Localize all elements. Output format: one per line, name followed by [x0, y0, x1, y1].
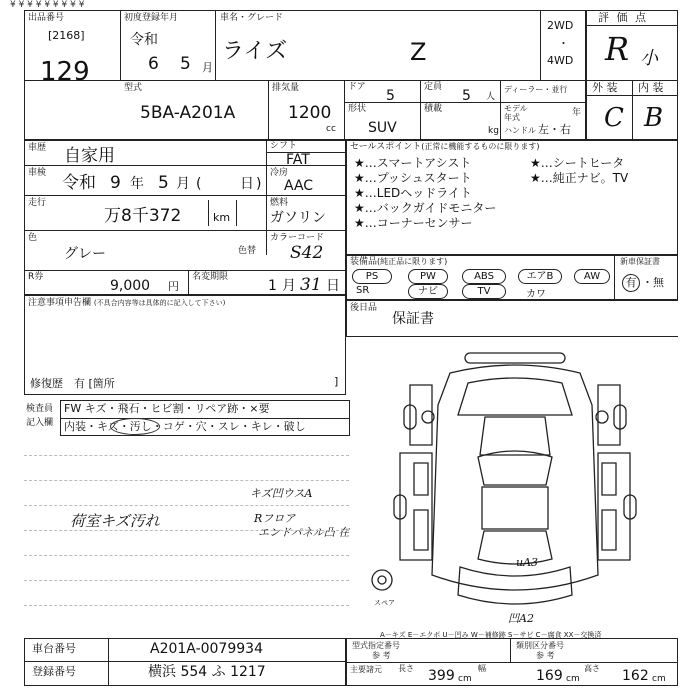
car-damage-diagram [360, 345, 680, 630]
shape-value: SUV [368, 120, 397, 136]
history-label: 車歴 [28, 143, 47, 153]
equip-ps: PS [352, 269, 392, 284]
plate-label: 登録番号 [32, 665, 76, 678]
sales-point-item: ★…バックガイドモニター [354, 201, 497, 215]
inspector-row2: 内装・キズ・汚し・コゲ・穴・スレ・キレ・破し [64, 420, 306, 433]
interior-grade: B [644, 103, 664, 133]
doors-value: 5 [386, 88, 395, 104]
drive-2wd: 2WD [547, 19, 574, 32]
equip-leather: カワ [526, 289, 546, 300]
note-right1: キズ凹ウスA [250, 487, 313, 500]
lot-number: 129 [40, 57, 90, 87]
capacity-label: 定員 [424, 82, 443, 92]
displacement-unit: cc [326, 124, 336, 134]
shift-value: FAT [286, 152, 310, 168]
repair-close: ] [334, 375, 339, 388]
car-name: ライズ [222, 39, 288, 64]
model-spec-label: 型式指定番号 [352, 641, 400, 650]
chassis-label: 車台番号 [32, 642, 76, 655]
width-value: 169 [536, 668, 563, 684]
length-unit: cm [458, 674, 472, 684]
registration-label: 初度登録年月 [124, 13, 179, 23]
inspection-close-paren: ) [256, 176, 262, 192]
history-value: 自家用 [64, 146, 115, 166]
fuel-value: ガソリン [270, 210, 326, 226]
length-value: 399 [428, 668, 455, 684]
manual-no: ・無 [642, 276, 664, 289]
sales-point-item: ★…プッシュスタート [354, 171, 472, 185]
diagram-mark1: uA3 [516, 556, 539, 569]
registration-year: 6 [148, 54, 159, 74]
deadline-month-unit: 月 [282, 278, 296, 294]
equipment-label: 装備品(純正品に限ります) [350, 257, 448, 267]
inspection-month-unit: 月 [176, 176, 190, 192]
model-year-label: モデル年式 [504, 104, 528, 122]
displacement-value: 1200 [288, 103, 332, 123]
deadline-day-unit: 日 [326, 278, 340, 294]
note-luggage: 荷室キズ汚れ [70, 512, 160, 530]
deadline-label: 名変期限 [192, 272, 229, 282]
color-code: S42 [290, 243, 324, 263]
inspection-year: 9 [110, 173, 121, 193]
manual-label: 新車保証書 [620, 257, 660, 266]
equip-navi: ナビ [408, 284, 448, 299]
exterior-label: 外 装 [592, 81, 618, 94]
inspector-label1: 検査員 [26, 404, 54, 414]
handle-value: 左・右 [538, 123, 571, 136]
note-right2: Rフロア [254, 512, 296, 525]
handle-label: ハンドル [504, 126, 536, 135]
fuel-label: 燃料 [270, 198, 289, 208]
inspector-row1: FW キズ・飛石・ヒビ割・リペア跡・×要 [64, 402, 270, 415]
inspection-day-unit: 日 [240, 176, 254, 192]
lot-code: [2168] [48, 29, 85, 42]
recycle-value: 9,000 [110, 278, 151, 294]
sales-points-label: セールスポイント(正常に機能するものに限ります) [350, 142, 540, 152]
registration-month-unit: 月 [202, 61, 213, 74]
inspection-era: 令和 [62, 173, 96, 193]
sales-point-item: ★…シートヒータ [530, 156, 625, 170]
color-code-label: カラーコード [270, 233, 325, 243]
equip-sr: SR [356, 285, 370, 296]
spare-label: スペア [374, 599, 395, 607]
category-label: 類別区分番号 [516, 641, 564, 650]
after-label: 後日品 [350, 303, 378, 313]
diagram-mark2: 凹A2 [508, 612, 534, 625]
deadline-day: 31 [300, 275, 322, 295]
deadline-month: 1 [268, 278, 277, 294]
height-value: 162 [622, 668, 649, 684]
header-fragment: ¥ ¥ ¥ ¥ ¥ ¥ ¥ ¥ ¥ [10, 0, 85, 10]
shape-label: 形状 [348, 104, 367, 114]
dealer-label: ディーラー・並行 [504, 85, 568, 94]
grade-label: 評 価 点 [598, 11, 648, 24]
damage-legend: A－キズ E－エクボ U－凹み W－補修跡 S－サビ C－腐食 XX－交換済 [380, 631, 602, 639]
length-label: 長さ [398, 664, 414, 673]
car-name-label: 車名・グレード [220, 13, 284, 23]
inspection-month: 5 [158, 173, 169, 193]
doors-label: ドア [348, 82, 366, 92]
capacity-unit: 人 [486, 92, 496, 102]
shift-label: シフト [270, 141, 298, 151]
interior-label: 内 装 [638, 81, 664, 94]
model-year-unit: 年 [572, 108, 582, 118]
notes-label: 注意事項申告欄 (不具合内容等は具体的に記入して下さい) [28, 298, 226, 308]
inspection-year-unit: 年 [130, 176, 144, 192]
mileage-label: 走行 [28, 198, 47, 208]
chassis-value: A201A-0079934 [150, 641, 263, 657]
model-value: 5BA-A201A [140, 103, 236, 123]
inspector-label2: 記入欄 [26, 418, 54, 428]
width-label: 幅 [478, 664, 486, 673]
width-unit: cm [566, 674, 580, 684]
cert-label: 主要諸元 [350, 665, 382, 674]
recycle-unit: 円 [168, 280, 179, 293]
manual-yes: 有 [622, 274, 640, 292]
model-spec-ref: 参 考 [372, 651, 391, 660]
registration-era: 令和 [130, 32, 158, 48]
mileage-value: 万8千372 [104, 206, 182, 226]
inspector-circle [110, 418, 160, 435]
load-unit: kg [488, 126, 499, 136]
note-right3: エンドパネル凸 在 [258, 526, 350, 539]
recycle-label: R券 [28, 272, 44, 282]
registration-month: 5 [180, 54, 191, 74]
repair-history: 修復歴 有 [箇所 [30, 377, 115, 390]
model-label: 型式 [124, 83, 143, 93]
equip-abs: ABS [462, 269, 506, 284]
mileage-unit: km [213, 211, 231, 224]
grade-score: R [605, 30, 630, 68]
sales-point-item: ★…スマートアシスト [354, 156, 472, 170]
equip-airbag: エアB [518, 269, 562, 284]
capacity-value: 5 [462, 88, 471, 104]
grade-score-suffix: 小 [640, 48, 658, 69]
plate-value: 横浜 554 ふ 1217 [148, 664, 266, 680]
sales-point-item: ★…LEDヘッドライト [354, 186, 472, 200]
car-grade: Z [410, 38, 427, 66]
lot-label: 出品番号 [28, 13, 65, 23]
after-value: 保証書 [392, 311, 434, 327]
cooling-label: 冷房 [270, 168, 289, 178]
color-label: 色 [28, 233, 38, 243]
cooling-value: AAC [284, 178, 314, 194]
equip-tv: TV [462, 284, 506, 299]
category-ref: 参 考 [536, 651, 555, 660]
color-change-label: 色替 [238, 246, 257, 256]
drive-4wd: 4WD [547, 54, 574, 67]
drive-dot: ・ [558, 37, 569, 50]
height-unit: cm [652, 674, 666, 684]
exterior-grade: C [604, 103, 624, 133]
inspection-open-paren: ( [196, 176, 202, 192]
inspection-label: 車検 [28, 168, 47, 178]
displacement-label: 排気量 [272, 83, 300, 93]
sales-point-item: ★…純正ナビ。TV [530, 171, 629, 185]
load-label: 積載 [424, 104, 443, 114]
equip-pw: PW [408, 269, 448, 284]
sales-point-item: ★…コーナーセンサー [354, 216, 473, 230]
equip-aw: AW [574, 269, 610, 284]
color-value: グレー [64, 246, 106, 262]
height-label: 高さ [584, 664, 600, 673]
